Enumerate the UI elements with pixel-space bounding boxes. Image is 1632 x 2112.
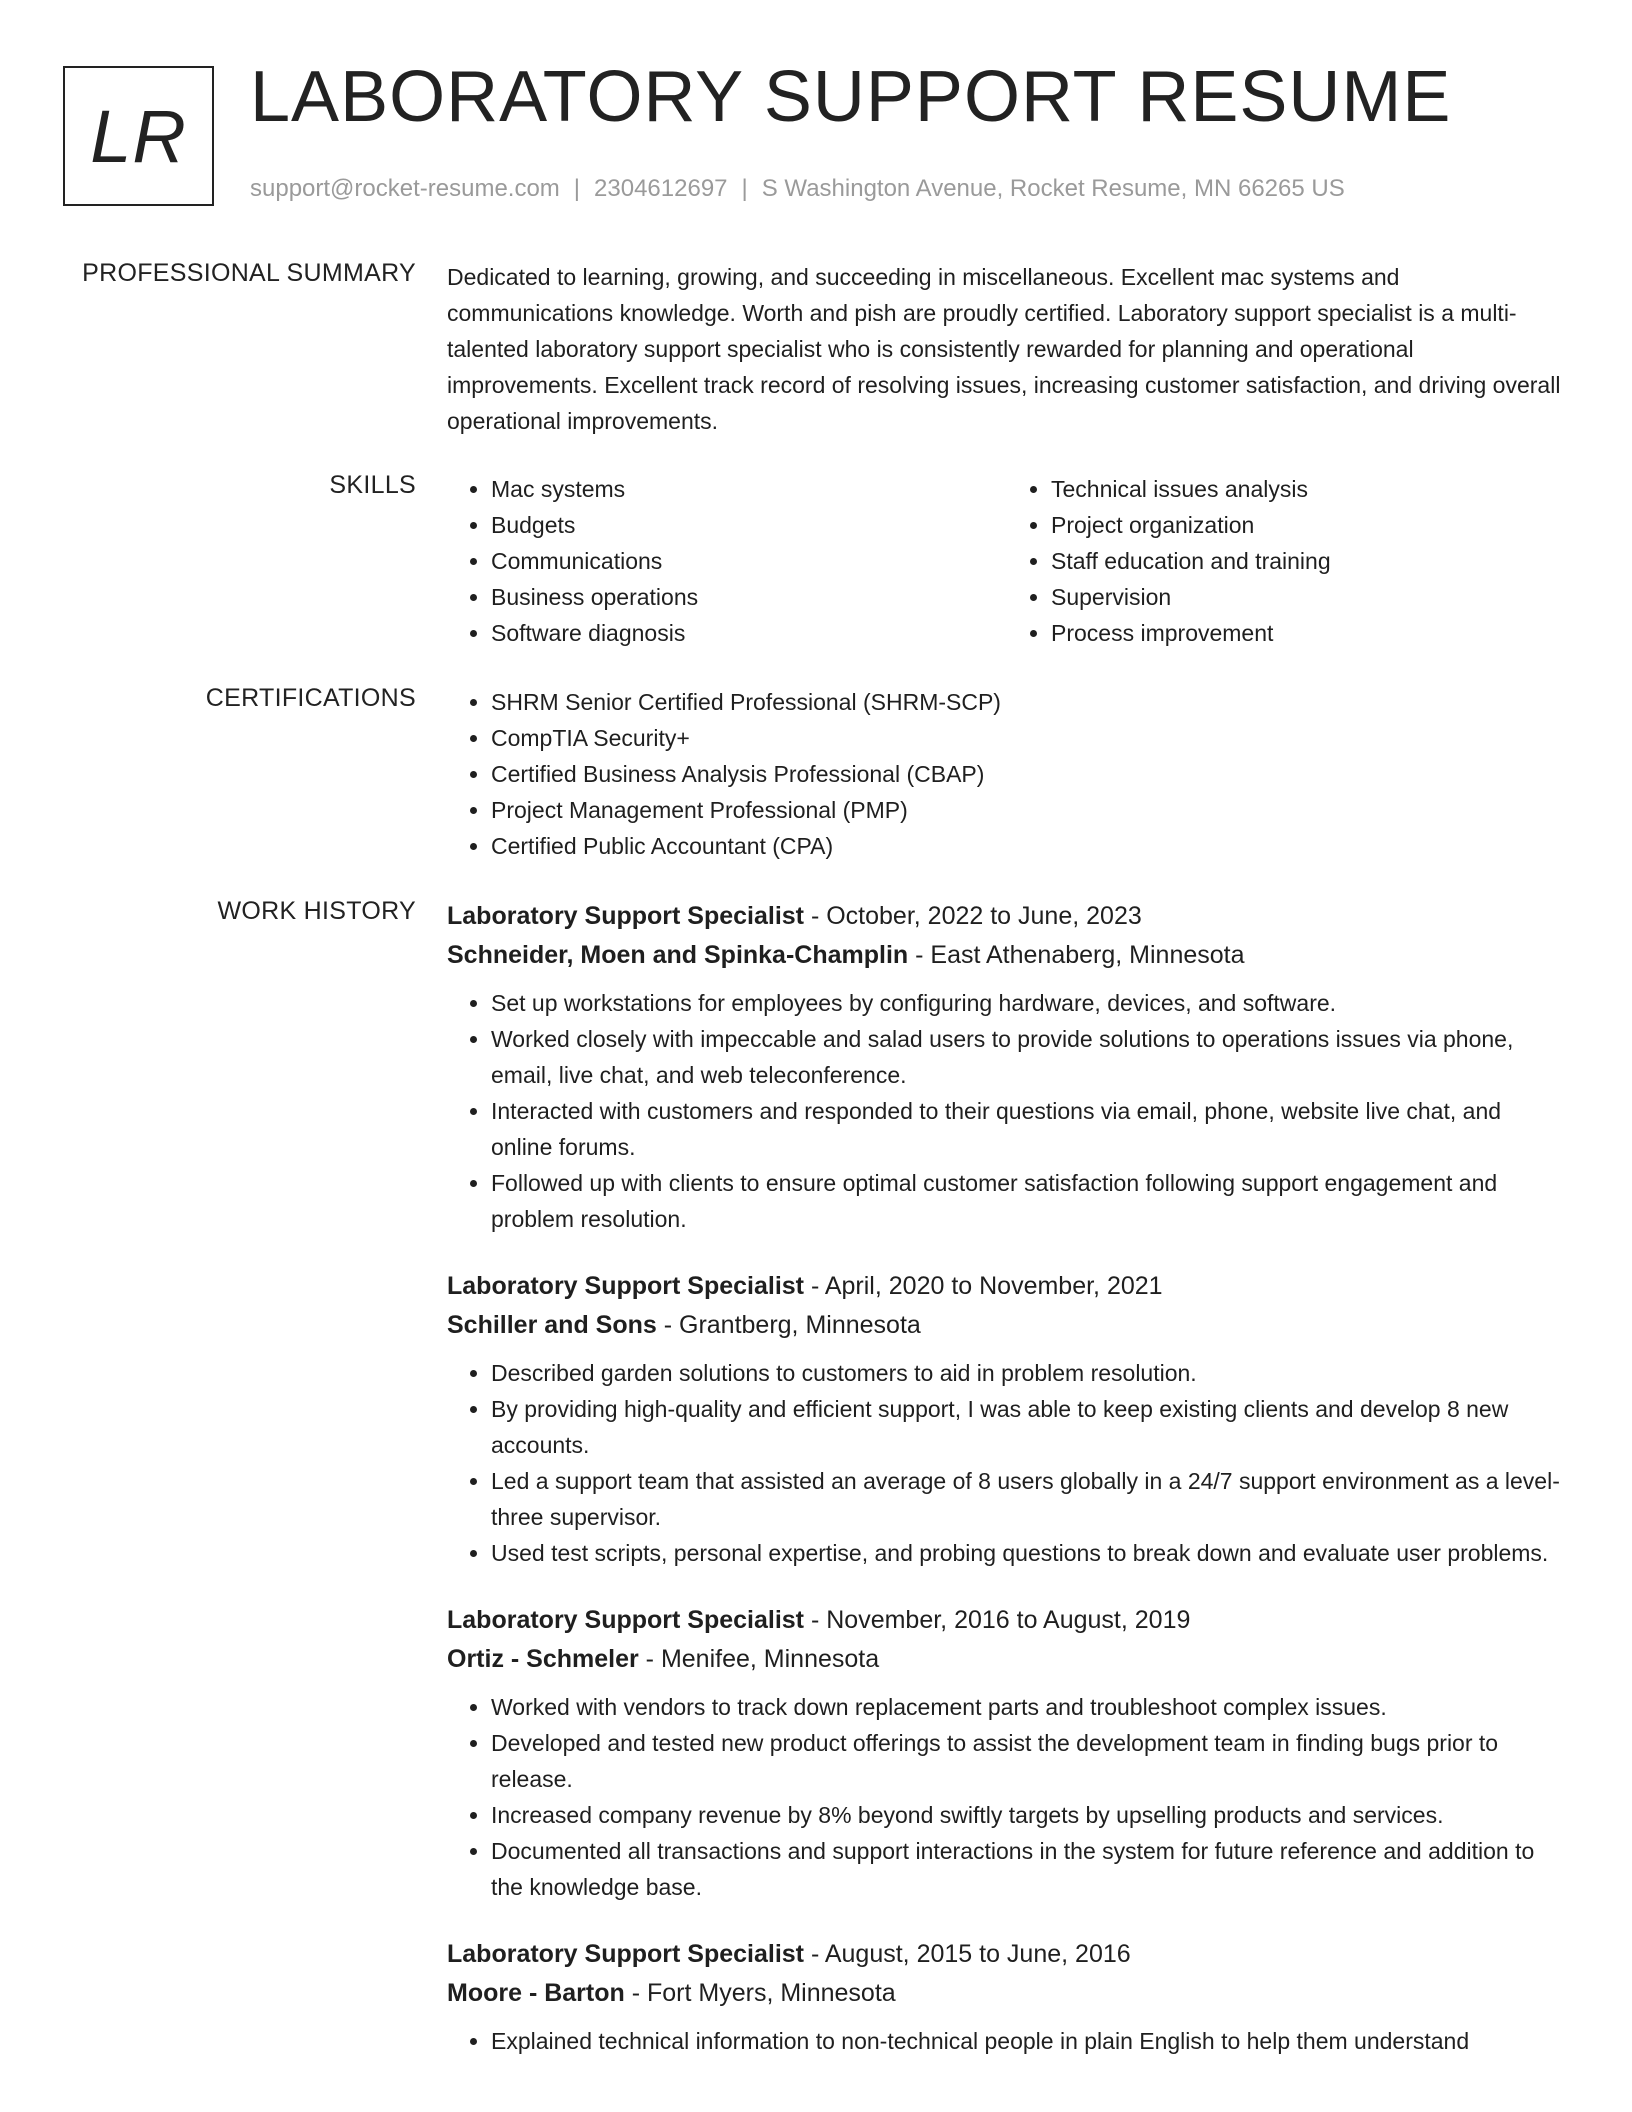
job-title-line: [447, 1935, 1567, 1974]
resume-title: LABORATORY SUPPORT RESUME: [250, 57, 1452, 137]
job-dates: - April, 2020 to November, 2021: [804, 1272, 1163, 1300]
skill-item: • Communications: [491, 543, 1007, 579]
skill-item: • Process improvement: [1051, 615, 1567, 651]
certification-item: • Certified Business Analysis Professional (CBAP): [491, 756, 1567, 792]
job-entry: [447, 897, 1567, 1237]
job-bullet: • Increased company revenue by 8% beyond swiftly targets by upselling products and services.: [491, 1797, 1567, 1833]
certification-item: • SHRM Senior Certified Professional (SHRM-SCP): [491, 684, 1567, 720]
job-role: Laboratory Support Specialist: [447, 1272, 805, 1300]
skill-item: • Budgets: [491, 507, 1007, 543]
skills-body: [447, 471, 1567, 651]
job-company: Schiller and Sons: [447, 1311, 657, 1339]
job-bullet: • Used test scripts, personal expertise, and probing questions to break down and evaluate user problems.: [491, 1535, 1567, 1571]
job-location: - East Athenaberg, Minnesota: [908, 941, 1245, 969]
summary-text: Dedicated to learning, growing, and succeeding in miscellaneous. Excellent mac systems and communications knowledge. Worth and pish are proudly certified. Laboratory support specialist is a multi-talented laboratory support specialist who is consistently rewarded for planning and operational improvements. Excellent track record of resolving issues, increasing customer satisfaction, and driving overall operational improvements.: [447, 264, 1561, 434]
job-bullet: • Followed up with clients to ensure optimal customer satisfaction following support engagement and problem resolution.: [491, 1165, 1567, 1237]
job-bullet: • Worked with vendors to track down replacement parts and troubleshoot complex issues.: [491, 1689, 1567, 1725]
work-history-body: [447, 897, 1567, 2089]
monogram-logo: [63, 66, 214, 206]
job-location: - Menifee, Minnesota: [638, 1645, 880, 1673]
job-location: - Grantberg, Minnesota: [656, 1311, 921, 1339]
job-bullet: • Set up workstations for employees by configuring hardware, devices, and software.: [491, 985, 1567, 1021]
job-location: - Fort Myers, Minnesota: [624, 1979, 896, 2007]
job-title-line: [447, 897, 1567, 936]
certifications-body: [447, 684, 1567, 864]
job-role: Laboratory Support Specialist: [447, 1606, 805, 1634]
job-bullets: [447, 1689, 1567, 1905]
job-bullet: • Described garden solutions to customers to aid in problem resolution.: [491, 1355, 1567, 1391]
job-entry: [447, 1267, 1567, 1571]
job-entry: [447, 1935, 1567, 2059]
job-bullet: • Worked closely with impeccable and salad users to provide solutions to operations issues via phone, email, live chat, and web teleconference.: [491, 1021, 1567, 1093]
monogram-initials: LR: [90, 94, 187, 178]
contact-separator: |: [573, 175, 581, 202]
job-company: Ortiz - Schmeler: [447, 1645, 639, 1673]
section-label-work-history: WORK HISTORY: [217, 897, 416, 925]
job-company: Moore - Barton: [447, 1979, 625, 2007]
job-bullets: [447, 985, 1567, 1237]
job-dates: - August, 2015 to June, 2016: [804, 1940, 1131, 1968]
skill-item: • Project organization: [1051, 507, 1567, 543]
job-company-line: [447, 1974, 1567, 2013]
certification-item: • CompTIA Security+: [491, 720, 1567, 756]
contact-email[interactable]: support@rocket-resume.com: [250, 175, 560, 202]
job-role: Laboratory Support Specialist: [447, 902, 805, 930]
job-role: Laboratory Support Specialist: [447, 1940, 805, 1968]
skill-item: • Staff education and training: [1051, 543, 1567, 579]
job-company-line: [447, 1640, 1567, 1679]
skill-item: • Technical issues analysis: [1051, 471, 1567, 507]
contact-separator: |: [741, 175, 748, 202]
job-entry: [447, 1601, 1567, 1905]
job-bullet: • Developed and tested new product offerings to assist the development team in finding bugs prior to release.: [491, 1725, 1567, 1797]
contact-line: [250, 175, 1345, 203]
skills-list-left: [447, 471, 1007, 651]
job-bullet: • Interacted with customers and responded to their questions via email, phone, website live chat, and online forums.: [491, 1093, 1567, 1165]
job-title-line: [447, 1267, 1567, 1306]
skill-item: • Supervision: [1051, 579, 1567, 615]
job-company: Schneider, Moen and Spinka-Champlin: [447, 941, 909, 969]
job-title-line: [447, 1601, 1567, 1640]
job-bullet: • By providing high-quality and efficient support, I was able to keep existing clients and develop 8 new accounts.: [491, 1391, 1567, 1463]
section-label-certifications: CERTIFICATIONS: [205, 684, 416, 712]
skill-item: • Software diagnosis: [491, 615, 1007, 651]
skill-item: • Mac systems: [491, 471, 1007, 507]
certification-item: • Project Management Professional (PMP): [491, 792, 1567, 828]
certifications-list: [447, 684, 1567, 864]
contact-address: S Washington Avenue, Rocket Resume, MN 66265 US: [761, 175, 1345, 202]
section-label-summary: PROFESSIONAL SUMMARY: [82, 259, 416, 287]
job-bullet: • Documented all transactions and support interactions in the system for future reference and addition to the knowledge base.: [491, 1833, 1567, 1905]
certification-item: • Certified Public Accountant (CPA): [491, 828, 1567, 864]
job-dates: - November, 2016 to August, 2019: [804, 1606, 1191, 1634]
section-label-skills: SKILLS: [329, 471, 416, 499]
contact-phone[interactable]: 2304612697: [594, 175, 728, 202]
job-dates: - October, 2022 to June, 2023: [804, 902, 1142, 930]
job-company-line: [447, 1306, 1567, 1345]
skills-list-right: [1007, 471, 1567, 651]
job-bullet: • Led a support team that assisted an average of 8 users globally in a 24/7 support environment as a level-three supervisor.: [491, 1463, 1567, 1535]
job-company-line: [447, 936, 1567, 975]
skill-item: • Business operations: [491, 579, 1007, 615]
job-bullet: • Explained technical information to non-technical people in plain English to help them understand: [491, 2023, 1567, 2059]
job-bullets: [447, 2023, 1567, 2059]
job-bullets: [447, 1355, 1567, 1571]
